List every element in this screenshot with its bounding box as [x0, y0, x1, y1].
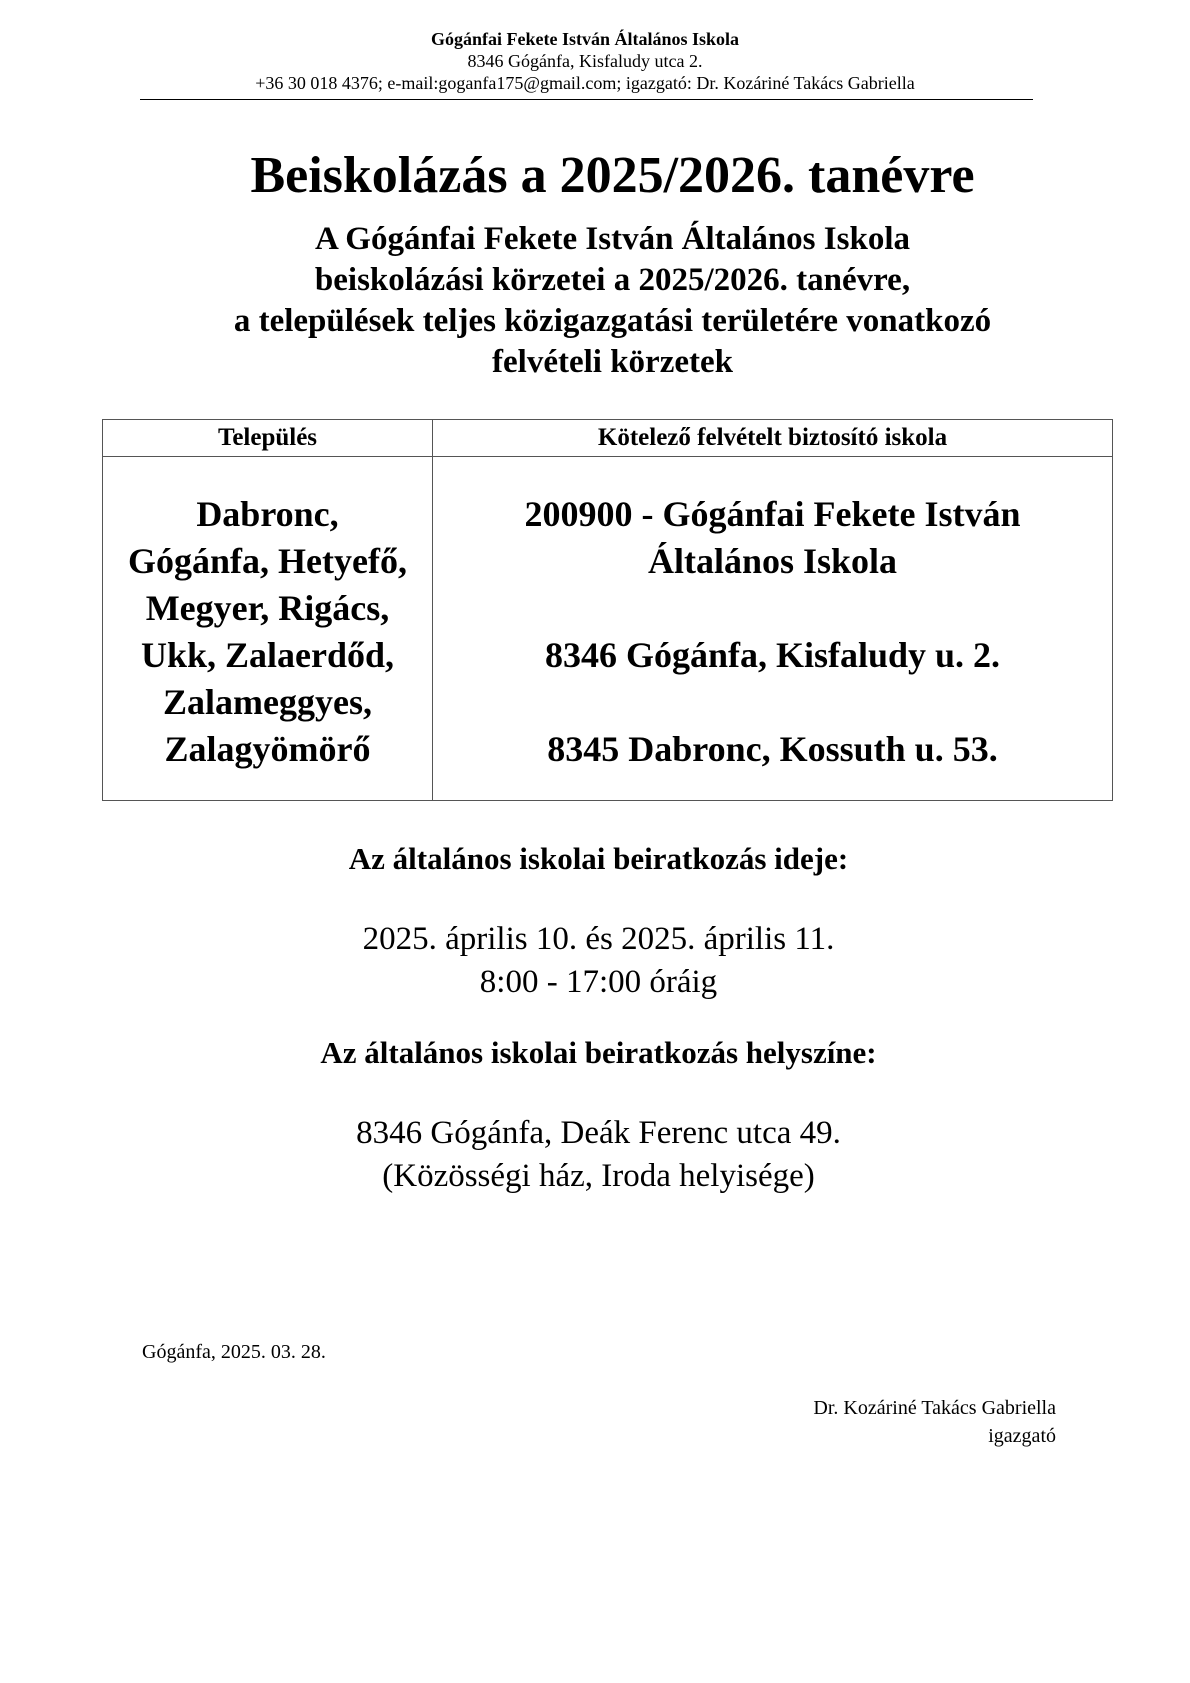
- enrollment-time-heading: Az általános iskolai beiratkozás ideje:: [348, 841, 849, 876]
- subtitle-line: a települések teljes közigazgatási területére vonatkozó: [233, 303, 992, 339]
- settlement-cell: [103, 457, 433, 801]
- signature-block: [813, 1394, 1056, 1450]
- subtitle-line: A Gógánfai Fekete István Általános Iskola: [315, 221, 910, 257]
- signer-name: Dr. Kozáriné Takács Gabriella: [813, 1397, 1056, 1419]
- school-address: 8346 Gógánfa, Kisfaludy u. 2.: [544, 635, 1001, 675]
- school-address: 8345 Dabronc, Kossuth u. 53.: [547, 729, 998, 769]
- signer-title: igazgató: [988, 1425, 1056, 1447]
- enrollment-place-heading: Az általános iskolai beiratkozás helyszíne:: [320, 1035, 877, 1070]
- place-date: Gógánfa, 2025. 03. 28.: [142, 1341, 326, 1363]
- settlement-line: Zalagyömörő: [164, 729, 371, 769]
- spacer: [433, 679, 1112, 726]
- letterhead-divider: [140, 99, 1033, 100]
- settlement-line: Megyer, Rigács,: [145, 588, 390, 628]
- table-header-row: [103, 420, 1113, 457]
- settlement-line: Zalameggyes,: [163, 682, 372, 722]
- header-school: Kötelező felvételt biztosító iskola: [433, 420, 1113, 457]
- school-name-line: Általános Iskola: [647, 541, 898, 581]
- letterhead-school-name: Gógánfai Fekete István Általános Iskola: [430, 29, 740, 49]
- letterhead-contact: +36 30 018 4376; e-mail:goganfa175@gmail.com; igazgató: Dr. Kozáriné Takács Gabriella: [255, 73, 915, 93]
- subtitle-line: felvételi körzetek: [492, 344, 733, 380]
- letterhead: [0, 28, 1170, 94]
- subtitle: [0, 219, 1190, 383]
- enrollment-room: (Közösségi ház, Iroda helyisége): [382, 1158, 815, 1194]
- settlement-line: Gógánfa, Hetyefő,: [128, 541, 407, 581]
- settlement-line: Ukk, Zalaerdőd,: [140, 635, 395, 675]
- page-title: Beiskolázás a 2025/2026. tanévre: [250, 147, 975, 204]
- school-cell: [433, 457, 1113, 801]
- spacer: [433, 585, 1112, 632]
- district-table: [102, 419, 1113, 801]
- table-row: [103, 457, 1113, 801]
- enrollment-dates: 2025. április 10. és 2025. április 11.: [362, 921, 835, 957]
- subtitle-line: beiskolázási körzetei a 2025/2026. tanévre,: [314, 262, 911, 298]
- enrollment-address: 8346 Gógánfa, Deák Ferenc utca 49.: [356, 1115, 841, 1151]
- enrollment-hours: 8:00 - 17:00 óráig: [479, 964, 718, 1000]
- header-settlement: Település: [103, 420, 433, 457]
- letterhead-address: 8346 Gógánfa, Kisfaludy utca 2.: [467, 51, 703, 71]
- settlement-line: Dabronc,: [196, 494, 339, 534]
- school-name-line: 200900 - Gógánfai Fekete István: [524, 494, 1021, 534]
